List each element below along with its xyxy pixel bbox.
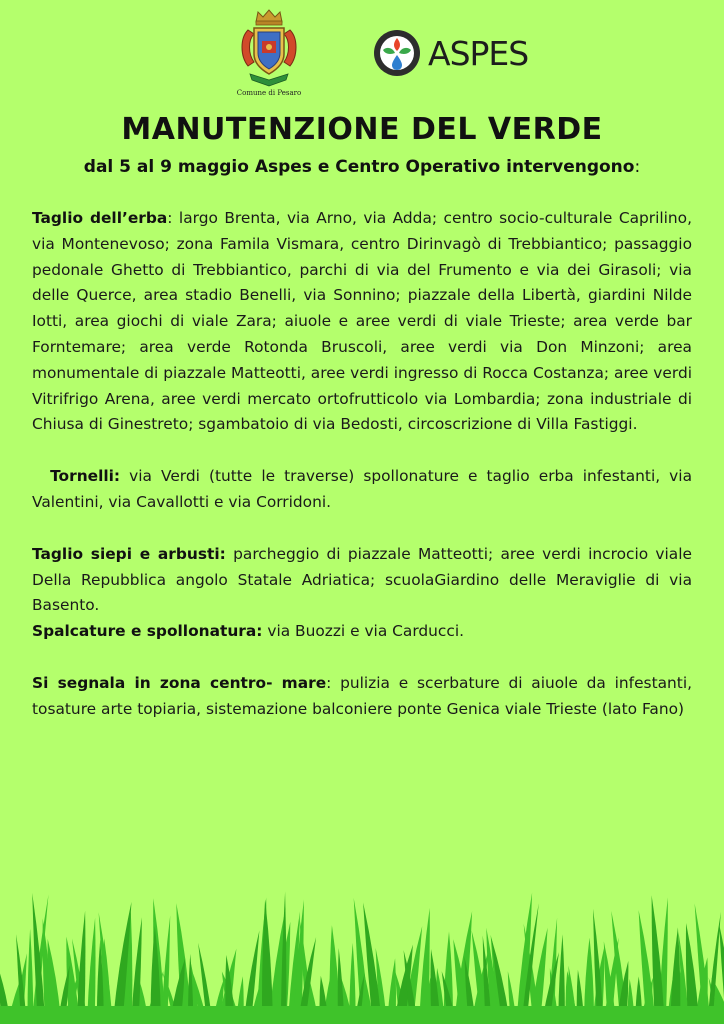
coat-of-arms-icon: [236, 8, 302, 88]
grass-blade: [262, 899, 273, 1024]
section-centro-mare: [32, 671, 692, 723]
aspes-wordmark: ASPES: [428, 33, 529, 73]
notice-body: [32, 206, 692, 723]
section-taglio-siepi: [32, 542, 692, 619]
section-label: Taglio dell’erba: [32, 209, 168, 227]
header-logos: [0, 8, 724, 100]
section-text: via Buozzi e via Carducci.: [262, 622, 465, 641]
page-title: MANUTENZIONE DEL VERDE: [121, 112, 603, 147]
section-text: parcheggio di piazzale Matteotti; aree verdi incrocio viale Della Repubblica angolo Statale Adriatica; scuolaGiardino delle Meraviglie di via Basento.: [32, 544, 692, 615]
section-label: Si segnala in zona centro- mare: [32, 673, 327, 692]
section-label: Taglio siepi e arbusti:: [32, 544, 226, 563]
comune-di-pesaro-logo: [234, 8, 304, 100]
section-text: : pulizia e scerbature di aiuole da infestanti, tosature arte topiaria, sistemazione balconiere ponte Genica viale Trieste (lato Fano): [32, 673, 692, 718]
section-text: : largo Brenta, via Arno, via Adda; centro socio-culturale Caprilino, via Montenevoso; zona Famila Vismara, centro Dirinvagò di Trebbiantico; passaggio pedonale Ghetto di Trebbiantico, parchi di via del Frumento e via dei Girasoli; via delle Querce, area stadio Benelli, via Sonnino; piazzale della Libertà, giardini Nilde Iotti, area giochi di viale Zara; aiuole e aree verdi di viale Trieste; area verde bar Forntemare; area verde Rotonda Bruscoli, aree verdi via Don Minzoni; area monumentale di piazzale Matteotti, aree verdi ingresso di Rocca Costanza; aree verdi Vitrifrigo Arena, aree verdi mercato ortofrutticolo via Lombardia; zona industriale di Chiusa di Ginestreto; sgambatoio di via Bedosti, circoscrizione di Villa Fastiggi.: [32, 209, 692, 434]
aspes-logo: [372, 28, 528, 78]
section-spalcature: [32, 619, 692, 645]
section-label: Spalcature e spollonatura:: [32, 622, 263, 641]
section-label: Tornelli:: [50, 467, 121, 486]
page-subtitle: [0, 157, 724, 177]
subtitle-tail: :: [634, 157, 641, 177]
aspes-circle-icon: [372, 28, 422, 78]
subtitle-bold: dal 5 al 9 maggio Aspes e Centro Operativo intervengono: [83, 157, 635, 177]
section-taglio-erba: [32, 206, 692, 438]
pesaro-caption: Comune di Pesaro: [236, 89, 302, 97]
section-text: via Verdi (tutte le traverse) spollonature e taglio erba infestanti, via Valentini, via Cavallotti e via Corridoni.: [32, 467, 692, 511]
section-tornelli: [32, 464, 692, 516]
grass-border-icon: [0, 884, 724, 1024]
